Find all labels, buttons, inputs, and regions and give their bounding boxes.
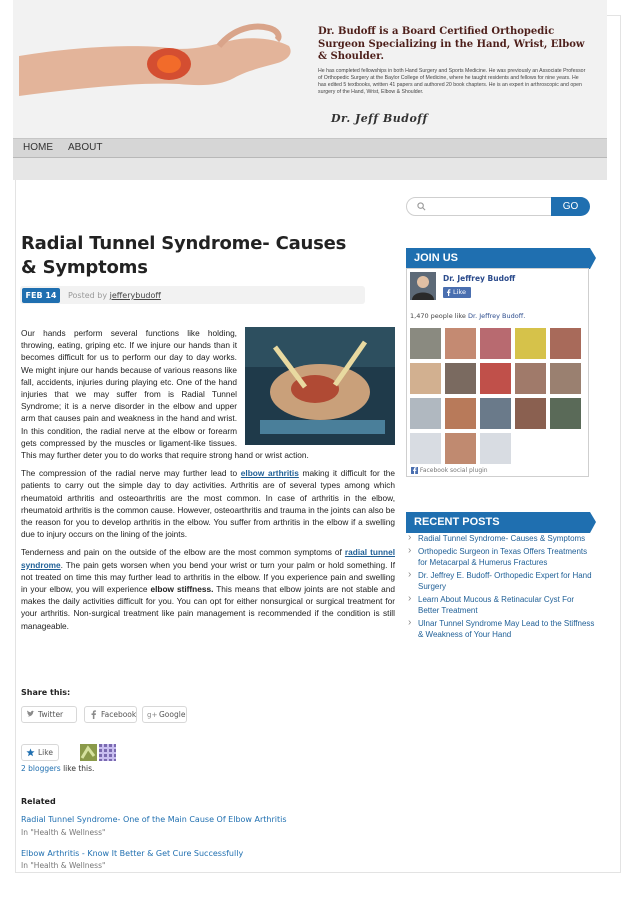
header-banner [13,0,607,138]
fan-face[interactable] [410,328,441,359]
share-facebook-label: Facebook [101,710,137,719]
wrist-pain-illustration [19,6,299,134]
nav-home[interactable]: HOME [23,142,53,153]
fan-face[interactable] [445,433,476,464]
paragraph-1: Our hands perform several functions like holding, throwing, eating, griping etc. If we injure our hands than it becomes difficult for us to perform our day to day works. We might injure our hands because of various reasons like fall, accidents, injuries during playing etc. One of the hand injuries that we may suffer from is Radial Tunnel Syndrome; it is a nerve disorder in the elbow and upper arm that causes pain and weakness in the hand and wrist. In this condition, the radial nerve at the elbow or forearm gets compressed by the muscles or ligament-like tissues. This may further deter you to do works that require strong hand or wrist action. [21,328,309,461]
fb-social-plugin [411,467,488,474]
fan-face[interactable] [480,328,511,359]
fan-face[interactable] [550,328,581,359]
recent-post-link[interactable]: › Ulnar Tunnel Syndrome May Lead to the Stiffness & Weakness of Your Hand [406,618,596,641]
fb-like-count [410,312,525,320]
paragraph-3 [21,546,395,631]
fan-face[interactable] [515,328,546,359]
elbow-arthritis-link[interactable]: elbow arthritis [240,468,299,479]
paragraph-2 [21,467,395,540]
fan-face[interactable] [480,363,511,394]
p3-text-a: Tenderness and pain on the outside of the elbow are the most common symptoms of [21,547,345,558]
recent-post-link[interactable]: › Learn About Mucous & Retinacular Cyst For Better Treatment [406,594,596,617]
fan-face[interactable] [480,398,511,429]
recent-post-link[interactable]: › Orthopedic Surgeon in Texas Offers Treatments for Metacarpal & Humerus Fractures [406,546,596,569]
p3-text-c: This means that elbow joints are not stable and makes the daily activities difficult for you. You can opt for either nonsurgical or surgical treatment for your arthritis. Non-surgical treatment like pain management is recommended if the condition is still manageable. [21,584,395,631]
fan-face[interactable] [445,398,476,429]
facebook-icon [445,289,452,296]
blogger-avatar-2[interactable] [99,744,116,761]
fb-page-name[interactable]: Dr. Jeffrey Budoff [443,274,516,283]
fan-face[interactable] [410,363,441,394]
sub-bar [13,158,607,180]
related-link-1[interactable]: Radial Tunnel Syndrome- One of the Main Cause Of Elbow Arthritis [21,815,287,824]
post-date-badge: FEB 14 [22,288,60,303]
fan-face[interactable] [410,398,441,429]
facebook-icon [89,710,98,719]
post-title: Radial Tunnel Syndrome- Causes & Symptoms [21,233,347,278]
fb-like-label: Like [453,288,466,296]
fan-face[interactable] [550,398,581,429]
share-twitter-button[interactable] [21,706,77,723]
fan-face[interactable] [445,328,476,359]
p2-text-a: The compression of the radial nerve may further lead to [21,468,241,479]
p2-text-b: making it difficult for the patients to carry out the simple day to day activities. Arthritis are of several types among which rheumatoid arthritis and osteoarthritis are the most common. In case of arthritis in the elbow, rheumatoid arthritis is the common cause. However, osteoarthritis and trauma in the joints can also be the reason for you to develop arthritis in the elbow. You suffer from arthritis in the elbow if a swelling due to injury occurs on the lining of the joints. [21,468,396,540]
fan-face[interactable] [480,433,511,464]
recent-post-link[interactable]: › Radial Tunnel Syndrome- Causes & Symptoms [406,533,596,545]
radial-tunnel-link[interactable]: radial tunnel syndrome [21,547,395,570]
nav-about[interactable]: ABOUT [68,142,103,153]
bloggers-like-text [21,764,94,773]
blogger-avatar-1[interactable] [80,744,97,761]
p3-bold: elbow stiffness. [150,584,214,595]
star-icon [26,748,35,757]
signature: Dr. Jeff Budoff [331,112,428,125]
bio-block [318,26,588,96]
bio-heading: Dr. Budoff is a Board Certified Orthopedic Surgeon Specializing in the Hand, Wrist, Elbow & Shoulder. [318,26,585,62]
recent-post-link[interactable]: › Dr. Jeffrey E. Budoff- Orthopedic Expert for Hand Surgery [406,570,596,593]
svg-text:g+: g+ [147,710,158,720]
share-facebook-button[interactable] [84,706,137,723]
main-nav [13,138,607,158]
google-plus-icon [147,710,156,719]
posted-by [68,291,161,300]
recent-posts-list [406,533,596,642]
related-category-1: In "Health & Wellness" [21,828,106,837]
author-link[interactable]: jefferybudoff [109,291,161,300]
fb-plugin-label: Facebook social plugin [419,467,488,474]
fb-page-avatar[interactable] [410,272,436,300]
twitter-icon [26,710,35,719]
like-label: Like [38,748,53,757]
share-google-button[interactable] [142,706,187,723]
facebook-icon [411,467,418,474]
surgery-photo [245,327,395,445]
fan-face[interactable] [550,363,581,394]
share-twitter-label: Twitter [38,710,64,719]
post-body [21,327,395,638]
bloggers-suffix: like this. [60,764,95,773]
search-icon [417,202,426,211]
share-google-label: Google [159,710,186,719]
related-title: Related [21,797,56,806]
posted-by-label: Posted by [68,291,108,300]
fb-count-link[interactable]: Dr. Jeffrey Budoff. [468,312,526,320]
fan-face[interactable] [515,398,546,429]
bloggers-link[interactable]: 2 bloggers [21,764,61,773]
fan-face[interactable] [445,363,476,394]
join-us-heading: JOIN US [406,248,590,269]
share-title: Share this: [21,688,71,697]
bio-text: He has completed fellowships in both Hand Surgery and Sports Medicine. He was previously an Associate Professor of Orthopedic Surgery at the Baylor College of Medicine, where he taught residents and fellows for nine years. He has edited 5 textbooks, written 41 papers and authored 20 book chapters. He is an expert in arthroscopic and open surgery of the Hand, Wrist, Elbow & Shoulder. [318,67,586,95]
search-go-button[interactable]: GO [551,197,590,216]
recent-posts-heading: RECENT POSTS [406,512,590,533]
fan-face[interactable] [515,363,546,394]
related-category-2: In "Health & Wellness" [21,861,106,870]
related-link-2[interactable]: Elbow Arthritis - Know It Better & Get Cure Successfully [21,849,244,858]
fan-face[interactable] [410,433,441,464]
fb-like-button[interactable] [443,287,471,298]
like-button[interactable] [21,744,59,761]
fb-count-text: 1,470 people like [410,312,466,320]
p3-text-b: . The pain gets worsen when you bend your wrist or turn your palm or hold something. If not treated on time this may further lead to arthritis in the elbow. If you experience pain and swelling in your elbow, you will experience [21,559,395,595]
